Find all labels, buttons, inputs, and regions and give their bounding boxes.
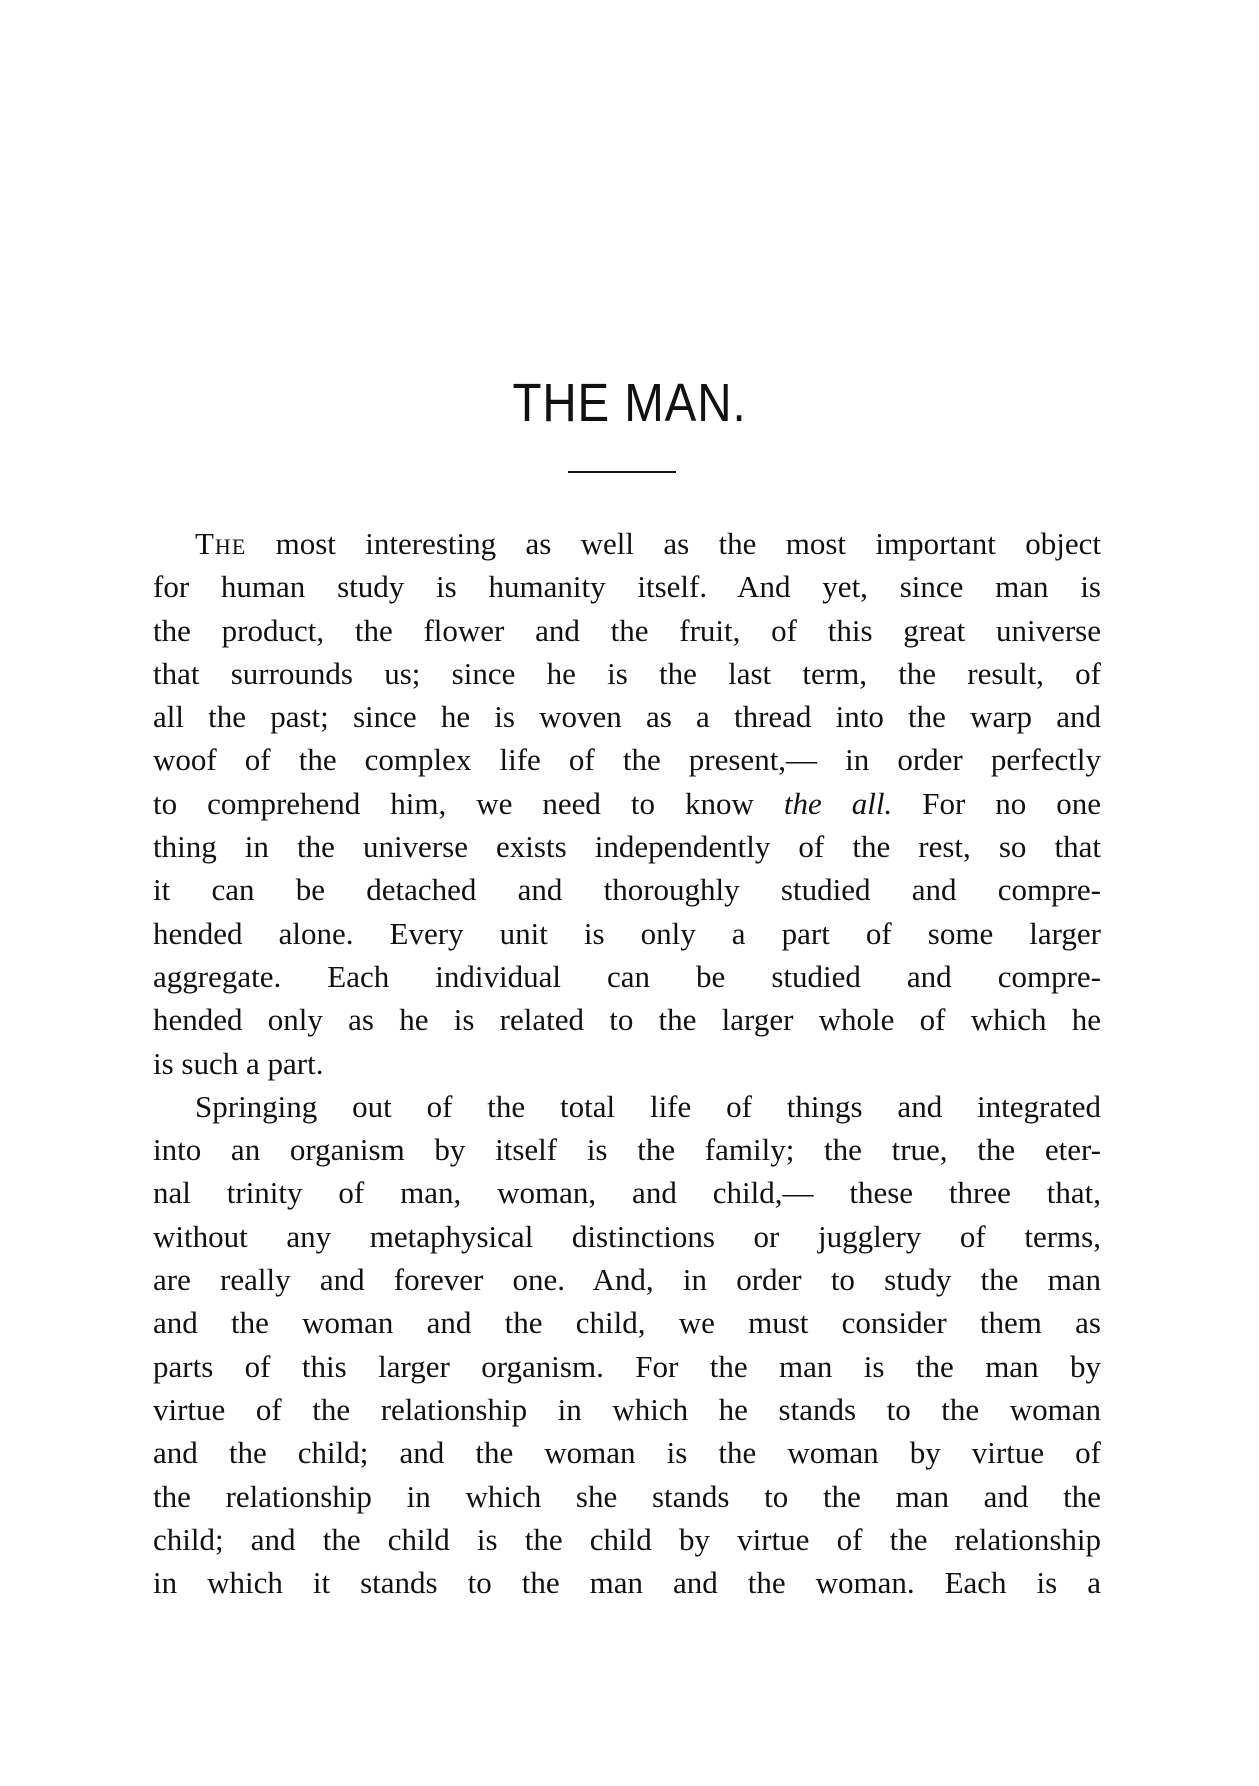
text-segment: to comprehend him, we need to know — [153, 785, 784, 821]
text-line: child; and the child is the child by virtue of the relationship — [153, 1521, 1101, 1557]
text-line: hended alone. Every unit is only a part of some larger — [153, 915, 1101, 951]
text-line-rest: most interesting as well as the most important object — [246, 526, 1101, 561]
paragraph-1 — [153, 522, 1101, 1085]
body-text — [153, 522, 1101, 1604]
text-line: that surrounds us; since he is the last term, the result, of — [153, 655, 1101, 691]
text-line: in which it stands to the man and the woman. Each is a — [153, 1565, 1101, 1601]
lead-word: The — [195, 526, 247, 561]
text-line: aggregate. Each individual can be studied and compre- — [153, 958, 1101, 994]
text-line: and the woman and the child, we must consider them as — [153, 1305, 1101, 1341]
chapter-title: THE MAN. — [512, 373, 747, 433]
text-line: hended only as he is related to the larger whole of which he — [153, 1002, 1101, 1038]
text-line — [153, 522, 1101, 565]
text-line: all the past; since he is woven as a thread into the warp and — [153, 699, 1101, 735]
text-line: without any metaphysical distinctions or jugglery of terms, — [153, 1218, 1101, 1254]
text-line — [153, 782, 1101, 825]
text-line: Springing out of the total life of things and integrated — [195, 1088, 1101, 1124]
text-line: thing in the universe exists independently of the rest, so that — [153, 829, 1101, 865]
text-line: is such a part. — [153, 1045, 324, 1081]
title-rule — [568, 471, 676, 473]
text-line: the relationship in which she stands to the man and the — [153, 1478, 1101, 1514]
emphasis-text: the all. — [783, 785, 893, 821]
text-line: into an organism by itself is the family; the true, the eter- — [153, 1132, 1101, 1168]
text-line: for human study is humanity itself. And yet, since man is — [153, 569, 1101, 605]
text-line: are really and forever one. And, in order to study the man — [153, 1262, 1101, 1298]
text-line: it can be detached and thoroughly studied and compre- — [153, 872, 1101, 908]
text-line: and the child; and the woman is the woman by virtue of — [153, 1435, 1101, 1471]
text-line: nal trinity of man, woman, and child,— these three that, — [153, 1175, 1101, 1211]
paragraph-2 — [153, 1085, 1101, 1605]
text-line: woof of the complex life of the present,— in order perfectly — [153, 742, 1101, 778]
text-segment: For no one — [892, 785, 1101, 821]
text-line: parts of this larger organism. For the man is the man by — [153, 1348, 1101, 1384]
text-line: virtue of the relationship in which he stands to the woman — [153, 1391, 1101, 1427]
text-line: the product, the flower and the fruit, of this great universe — [153, 612, 1101, 648]
